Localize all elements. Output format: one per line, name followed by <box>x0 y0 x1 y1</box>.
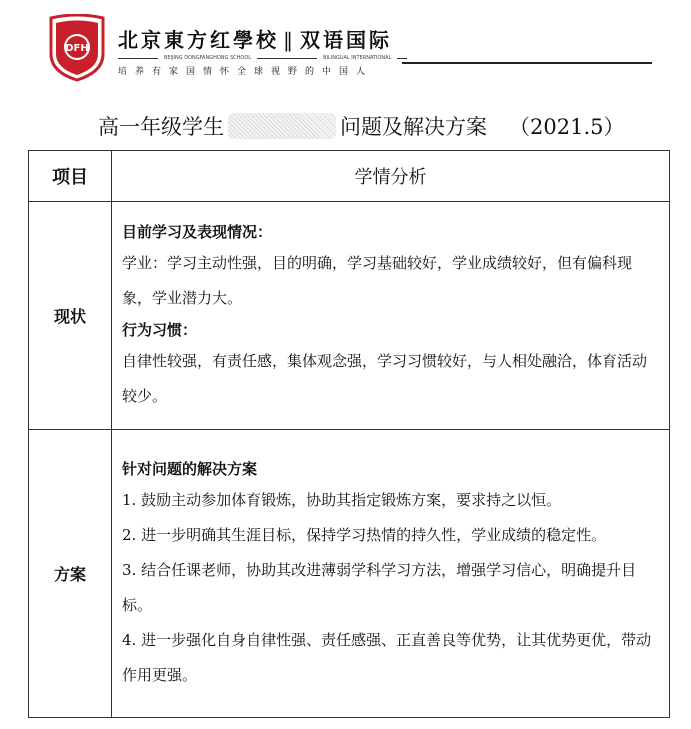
list-item: 3. 结合任课老师，协助其改进薄弱学科学习方法，增强学习信心，明确提升目标。 <box>122 560 637 614</box>
row-label: 现状 <box>29 202 112 430</box>
row-content <box>112 430 670 718</box>
row-label: 方案 <box>29 430 112 718</box>
title-prefix: 高一年级学生 <box>98 115 224 139</box>
svg-text:DFH: DFH <box>65 43 89 54</box>
block-heading: 行为习惯： <box>122 320 198 339</box>
analysis-table <box>28 150 670 718</box>
header-divider <box>402 62 652 64</box>
title-date: （2021.5） <box>509 115 625 139</box>
list-item: 2. 进一步明确其生涯目标，保持学习热情的持久性，学业成绩的稳定性。 <box>122 525 607 544</box>
school-logo-shield-icon <box>48 14 106 82</box>
brand-divider: ‖ <box>283 28 296 52</box>
table-row <box>29 202 670 430</box>
school-brand <box>118 24 407 77</box>
block-text: 自律性较强，有责任感，集体观念强，学习习惯较好，与人相处融洽，体育活动较少。 <box>122 351 648 405</box>
block-text: 学业：学习主动性强，目的明确，学习基础较好，学业成绩较好，但有偏科现象，学业潜力大。 <box>122 253 633 307</box>
list-item: 4. 进一步强化自身自律性强、责任感强、正直善良等优势，让其优势更优，带动作用更强。 <box>122 630 652 684</box>
school-name: 北京東方红學校 <box>118 28 279 52</box>
table-header-row <box>29 151 670 202</box>
header-analysis: 学情分析 <box>112 151 670 202</box>
school-slogan: 培养有家国情怀全球视野的中国人 <box>118 67 374 77</box>
row-content <box>112 202 670 430</box>
table-row <box>29 430 670 718</box>
school-name-en: BEIJING DONGFANGHONG SCHOOL <box>164 55 252 61</box>
header-item: 项目 <box>29 151 112 202</box>
redacted-name <box>228 113 336 139</box>
program-name: 双语国际 <box>300 28 392 52</box>
page-title <box>98 111 624 141</box>
list-item: 1. 鼓励主动参加体育锻炼，协助其指定锻炼方案，要求持之以恒。 <box>122 490 562 509</box>
block-heading: 针对问题的解决方案 <box>122 459 258 478</box>
title-suffix: 问题及解决方案 <box>340 115 487 139</box>
program-name-en: BILINGUAL INTERNATIONAL <box>323 55 392 61</box>
block-heading: 目前学习及表现情况： <box>122 222 273 241</box>
